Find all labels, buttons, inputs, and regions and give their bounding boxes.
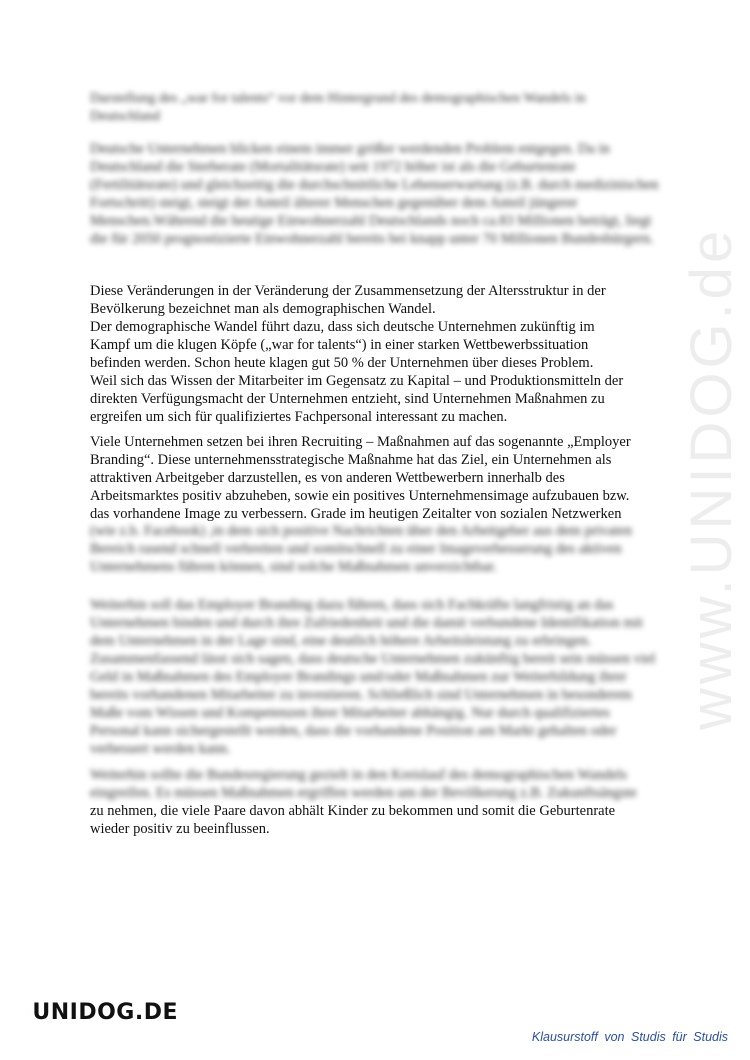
- watermark: www.UNIDOG.de: [679, 226, 744, 730]
- text-line: Weil sich das Wissen der Mitarbeiter im Gegensatz zu Kapital – und Produktionsmitteln der: [90, 373, 624, 389]
- text-line: Branding“. Diese unternehmensstrategische Maßnahme hat das Ziel, ein Unternehmen als: [90, 452, 612, 468]
- text-line: ergreifen um sich für qualifiziertes Fachpersonal interessant zu machen.: [90, 409, 508, 425]
- paragraph-2: [90, 282, 660, 426]
- text-line: Viele Unternehmen setzen bei ihren Recruiting – Maßnahmen auf das sogenannte „Employer: [90, 434, 631, 450]
- text-line: befinden werden. Schon heute klagen gut 50 % der Unternehmen über dieses Problem.: [90, 355, 594, 371]
- paragraph-4: Weiterhin soll das Employer Branding dazu führen, dass sich Fachkräfte langfristig an das Unternehmen binden und durch ihre Zufriedenheit und die damit verbundene Identifikation mit dem Unternehmen in der Lage sind, eine deutlich höhere Arbeitsleistung zu erbringen. Zusammenfassend lässt sich sagen, dass deutsche Unternehmen zukünftig bereit sein müssen viel Geld in Maßnahmen des Employer Brandings und/oder Maßnahmen zur Weiterbildung ihrer bereits vorhandenen Mitarbeiter zu investieren. Schließlich sind Unternehmen in besonderem Maße vom Wissen und Kompetenzen ihrer Mitarbeiter abhängig. Nur durch qualifiziertes Personal kann sichergestellt werden, dass die vorhandene Position am Markt gehalten oder verbessert werden kann.: [90, 597, 656, 757]
- text-line: Kampf um die klugen Köpfe („war for talents“) in einer starken Wettbewerbssituation: [90, 337, 589, 353]
- text-line: direkten Verfügungsmacht der Unternehmen entzieht, sind Unternehmen Maßnahmen zu: [90, 391, 605, 407]
- text-line: Arbeitsmarktes positiv abzuheben, sowie ein positives Unternehmensimage aufzubauen bzw.: [90, 488, 630, 504]
- footer-tagline: Klausurstoff von Studis für Studis: [531, 1030, 728, 1044]
- text-line: zu nehmen, die viele Paare davon abhält Kinder zu bekommen und somit die Geburtenrate: [90, 803, 616, 819]
- paragraph-3: [90, 433, 660, 523]
- paragraph-5-blurred: Weiterhin sollte die Bundesregierung gezielt in den Kreislauf des demographischen Wandels eingreifen. Es müssen Maßnahmen ergriffen werden um der Bevölkerung z.B. Zukunftsängste: [90, 767, 637, 801]
- text-line: Bevölkerung bezeichnet man als demographischen Wandel.: [90, 301, 436, 317]
- text-line: das vorhandene Image zu verbessern. Grade im heutigen Zeitalter von sozialen Netzwerken: [90, 506, 622, 522]
- document-heading: Darstellung des „war for talents“ vor dem Hintergrund des demographischen Wandels in Deutschland: [90, 91, 586, 124]
- text-line: wieder positiv zu beeinflussen.: [90, 821, 270, 837]
- text-line: Diese Veränderungen in der Veränderung der Zusammensetzung der Altersstruktur in der: [90, 283, 606, 299]
- paragraph-5: [90, 802, 660, 838]
- logo-text: UNIDOG.DE: [32, 999, 178, 1025]
- text-line: Der demographische Wandel führt dazu, dass sich deutsche Unternehmen zukünftig im: [90, 319, 595, 335]
- paragraph-3-blurred: (wie z.b. Facebook) ,in dem sich positive Nachrichten über den Arbeitgeber aus dem privaten Bereich rasend schnell verbreiten und somitschnell zu einer Imageverbesserung des aktiven Unternehmens führen können, sind solche Maßnahmen unverzichtbar.: [90, 523, 632, 575]
- text-line: attraktiven Arbeitgeber darzustellen, es von anderen Wettbewerbern innerhalb des: [90, 470, 565, 486]
- paragraph-1: Deutsche Unternehmen blicken einem immer größer werdenden Problem entgegen. Da in Deutschland die Sterberate (Mortalitätsrate) seit 1972 höher ist als die Geburtenrate (Fertilitätsrate) und gleichzeitig die durchschnittliche Lebenserwartung (z.B. durch medizinischen Fortschritt) steigt, steigt der Anteil älterer Menschen gegenüber dem Anteil jüngerer Menschen.Während die heutige Einwohnerzahl Deutschlands noch ca.83 Millionen beträgt, liegt die für 2050 prognostizierte Einwohnerzahl bereits bei knapp unter 70 Millionen Bundesbürgern.: [90, 141, 659, 247]
- unidog-logo[interactable]: [28, 992, 178, 1032]
